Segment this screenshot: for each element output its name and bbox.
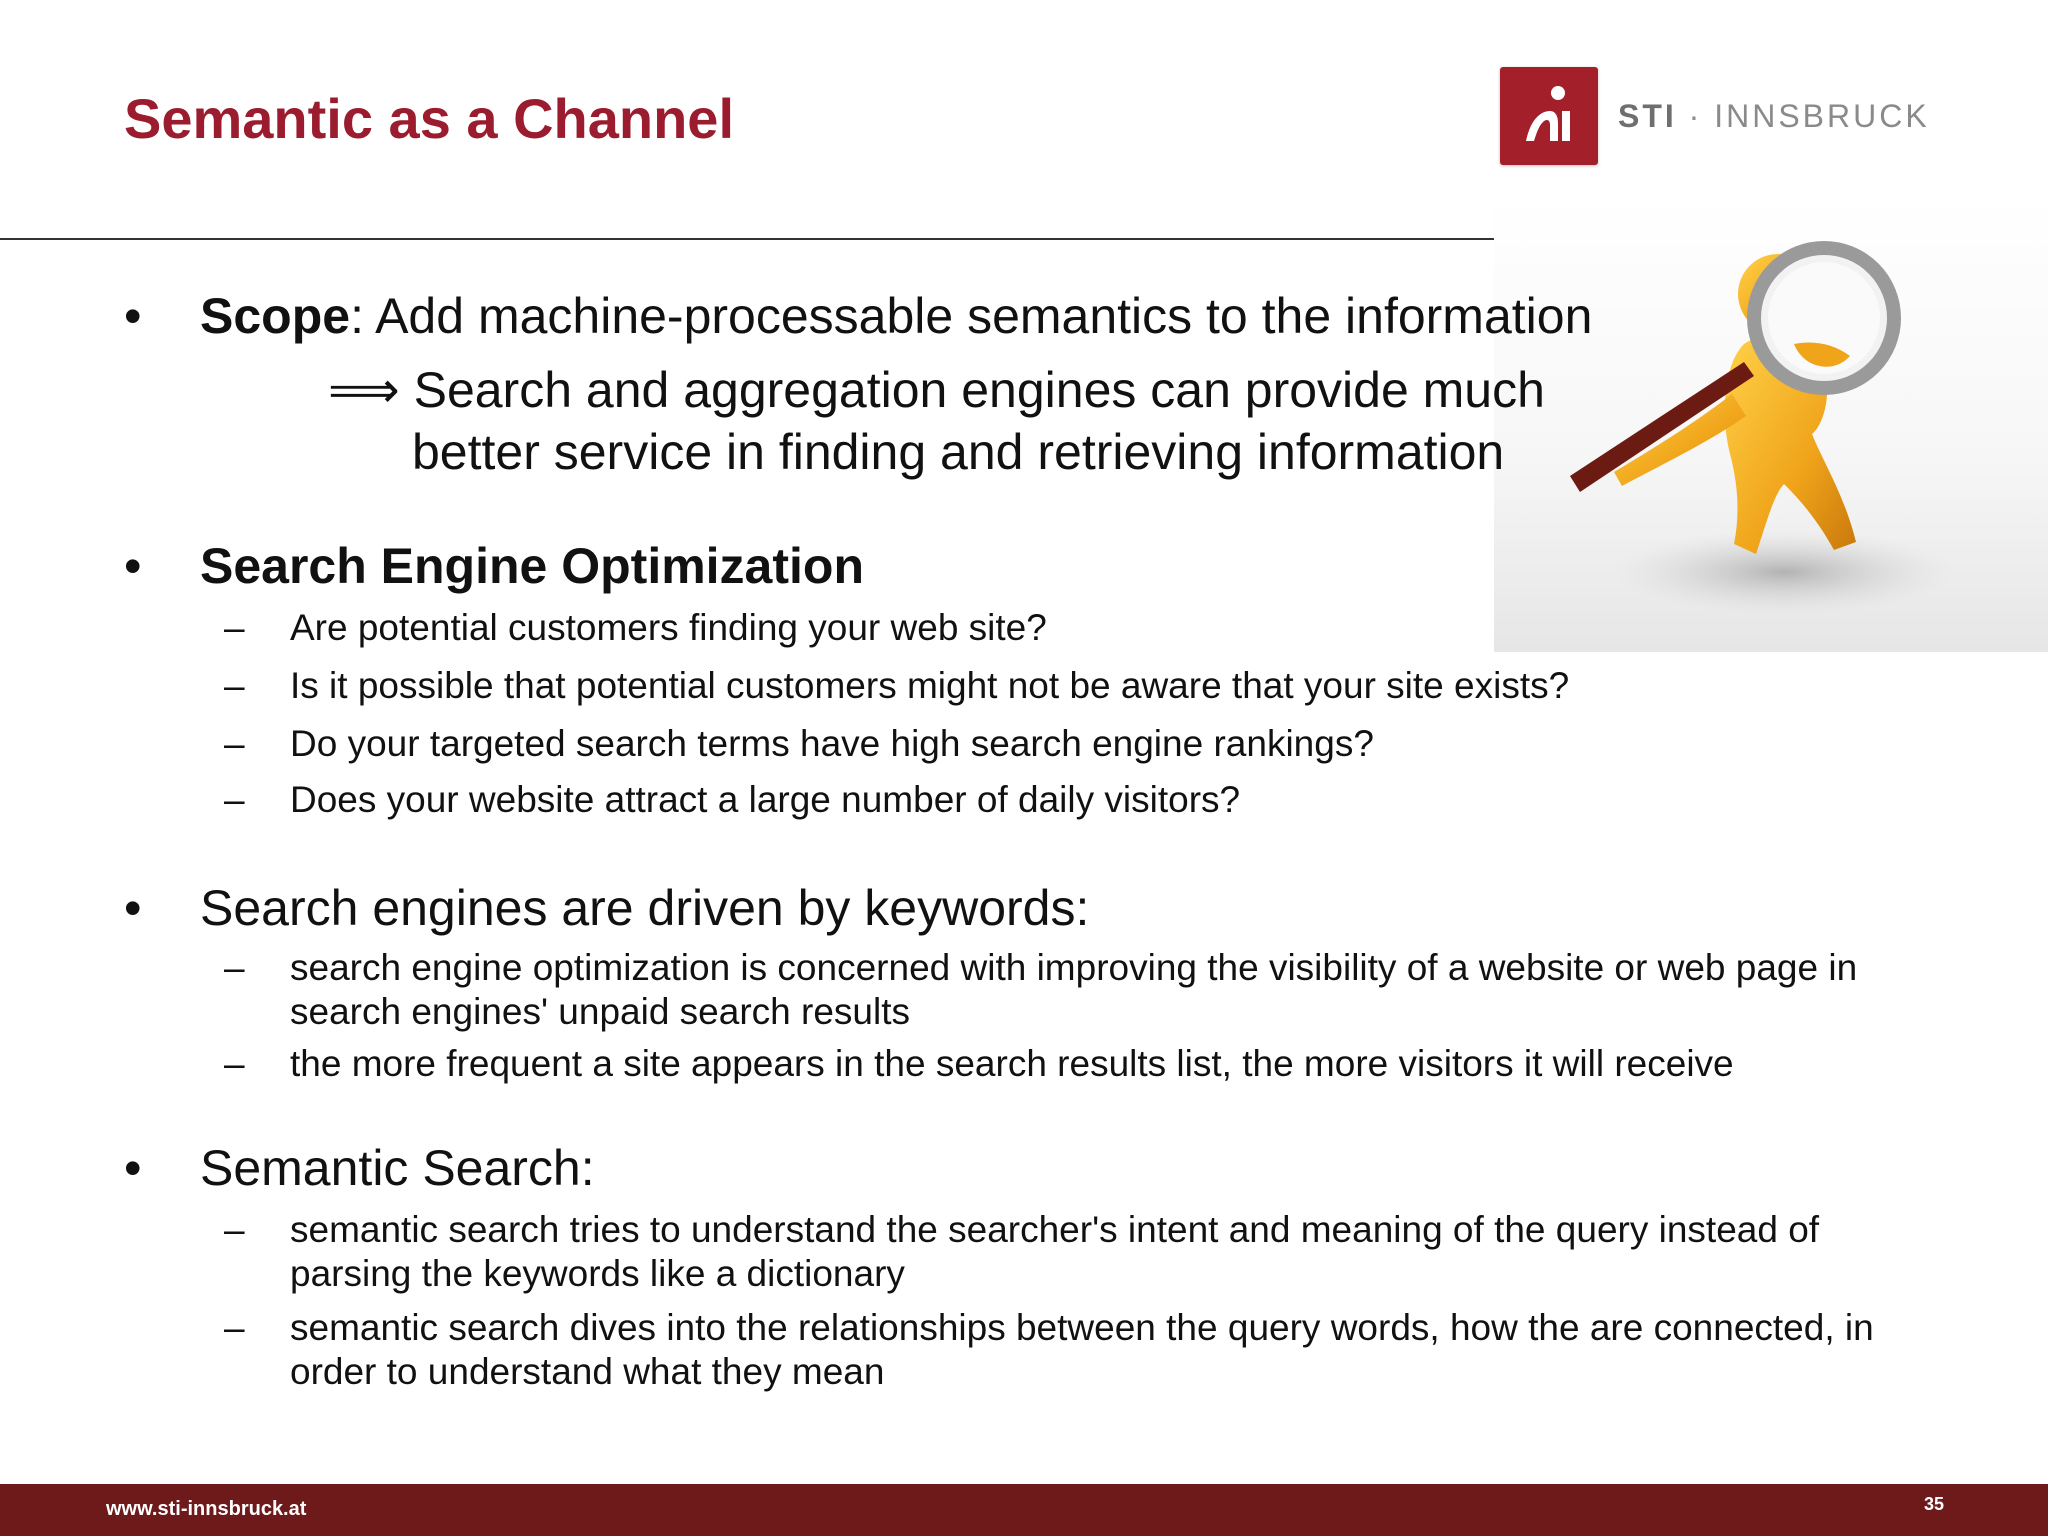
- page-number: 35: [1923, 1494, 1944, 1514]
- bullet-bold-label: Scope: [200, 288, 351, 344]
- logo-separator: ·: [1688, 97, 1703, 134]
- bullet-text: Semantic Search:: [200, 1140, 595, 1196]
- sub-text: Does your website attract a large number of daily visitors?: [290, 779, 1241, 820]
- logo-wordmark: [1618, 98, 1930, 135]
- sub-text: Are potential customers finding your web site?: [290, 607, 1047, 648]
- sub-dash: –: [224, 723, 245, 764]
- sub-text: Is it possible that potential customers might not be aware that your site exists?: [290, 665, 1570, 706]
- sub-dash: –: [224, 947, 245, 988]
- implication-arrow: ⟹: [328, 362, 400, 418]
- title-divider: [0, 238, 1496, 240]
- magnifier-figure-illustration: [1494, 194, 2048, 652]
- sub-text: search engine optimization is concerned with improving the visibility of a website or web page in: [290, 947, 1858, 988]
- bullet-marker: •: [124, 288, 142, 344]
- sub-dash: –: [224, 779, 245, 820]
- sub-text: semantic search dives into the relationships between the query words, how the are connected, in: [290, 1307, 1874, 1348]
- sub-text: semantic search tries to understand the searcher's intent and meaning of the query instead of: [290, 1209, 1820, 1250]
- sub-text: order to understand what they mean: [290, 1351, 885, 1392]
- sti-innsbruck-logo: [1500, 66, 1930, 166]
- bullet-marker: •: [124, 1140, 142, 1196]
- bullet-marker: •: [124, 538, 142, 594]
- sub-dash: –: [224, 1307, 245, 1348]
- scope-implication-line2: better service in finding and retrieving information: [412, 424, 1505, 480]
- sub-dash: –: [224, 607, 245, 648]
- logo-brand-bold: STI: [1618, 97, 1677, 134]
- sti-logo-icon: [1500, 67, 1598, 165]
- sub-text: search engines' unpaid search results: [290, 991, 910, 1032]
- bullet-bold-label: Search Engine Optimization: [200, 538, 864, 594]
- sub-text: Do your targeted search terms have high search engine rankings?: [290, 723, 1374, 764]
- sub-dash: –: [224, 1043, 245, 1084]
- implication-text: Search and aggregation engines can provide much: [413, 362, 1545, 418]
- slide-title: Semantic as a Channel: [124, 87, 735, 150]
- sub-dash: –: [224, 665, 245, 706]
- footer-bar: [0, 1484, 2048, 1536]
- sub-dash: –: [224, 1209, 245, 1250]
- sub-text: the more frequent a site appears in the search results list, the more visitors it will receive: [290, 1043, 1734, 1084]
- bullet-marker: •: [124, 880, 142, 936]
- sub-text: parsing the keywords like a dictionary: [290, 1253, 905, 1294]
- bullet-text: : Add machine-processable semantics to the information: [350, 288, 1593, 344]
- scope-implication-line1: [328, 360, 1545, 420]
- footer-url: www.sti-innsbruck.at: [106, 1498, 307, 1520]
- bullet-text: Search engines are driven by keywords:: [200, 880, 1090, 936]
- logo-brand-rest: INNSBRUCK: [1714, 97, 1930, 134]
